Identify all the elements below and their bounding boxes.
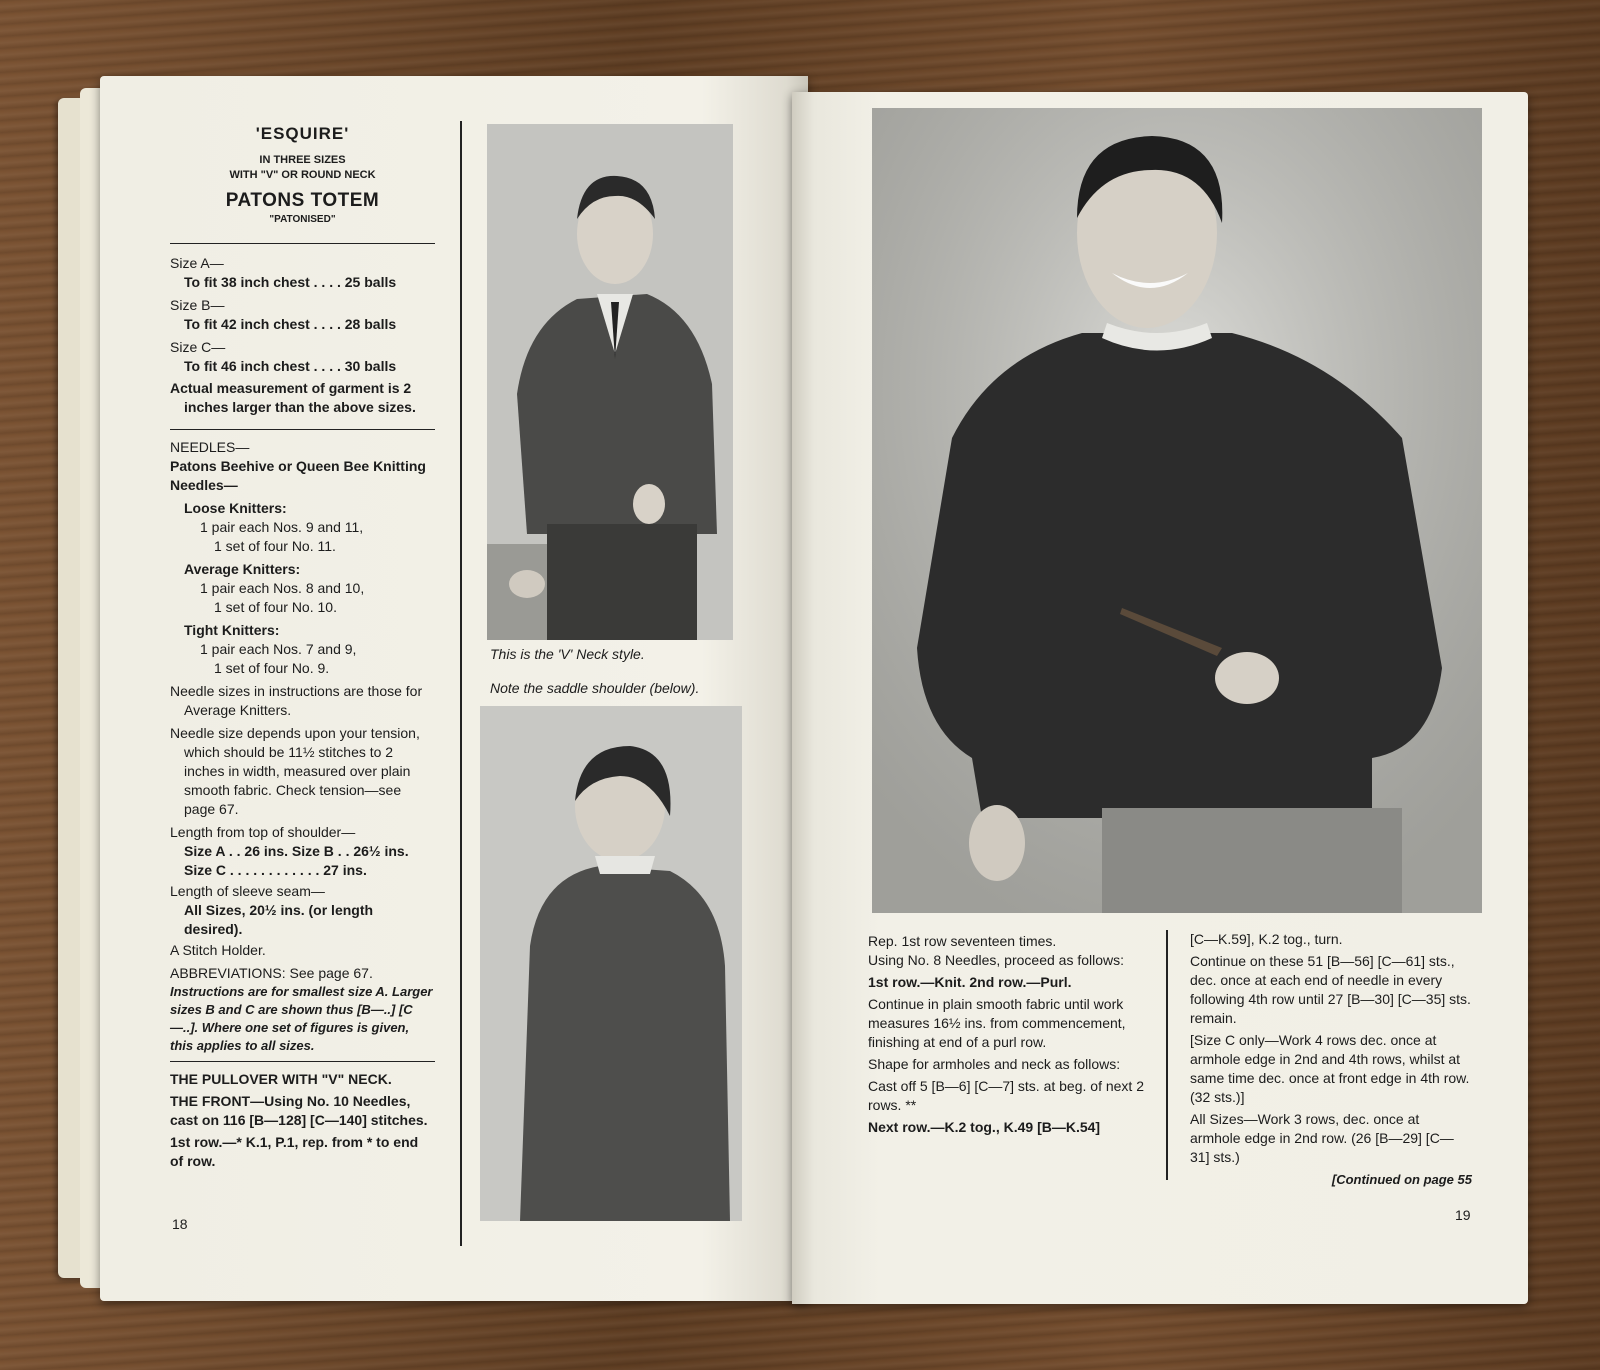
instruction-line: Shape for armholes and neck as follows: xyxy=(868,1056,1121,1072)
pattern-subtitle-2: WITH "V" OR ROUND NECK xyxy=(229,169,376,181)
sizes-list xyxy=(170,254,435,417)
average-knitters-label: Average Knitters: xyxy=(184,561,301,577)
page-number-left: 18 xyxy=(172,1216,188,1232)
loose-knitters-2: 1 set of four No. 11. xyxy=(214,538,336,554)
right-page xyxy=(792,92,1528,1304)
left-page xyxy=(100,76,808,1301)
sleeve-length: All Sizes, 20½ ins. (or length desired). xyxy=(184,902,374,937)
divider xyxy=(170,243,435,244)
instruction-line: Continue in plain smooth fabric until work measures 16½ ins. from commencement, finishing at end of a purl row. xyxy=(868,996,1126,1050)
length-heading: Length from top of shoulder— xyxy=(170,824,356,840)
continued-note: [Continued on page 55 xyxy=(1331,1172,1472,1187)
back-view-model-illustration xyxy=(480,706,742,1221)
length-a-b: Size A . . 26 ins. Size B . . 26½ ins. xyxy=(184,843,409,859)
size-c-label: Size C— xyxy=(170,339,226,355)
size-b-detail: To fit 42 inch chest . . . . 28 balls xyxy=(184,316,397,332)
instruction-line: [C—K.59], K.2 tog., turn. xyxy=(1190,931,1343,947)
instruction-line: All Sizes—Work 3 rows, dec. once at armhole edge in 2nd row. (26 [B—29] [C—31] sts.) xyxy=(1190,1111,1454,1165)
caption-v-neck: This is the 'V' Neck style. xyxy=(490,646,645,662)
tension-note: Needle size depends upon your tension, which should be 11½ stitches to 2 inches in width, measured over plain smooth fabric. Check tension—see page 67. xyxy=(170,725,420,817)
divider xyxy=(170,1061,435,1062)
size-c-detail: To fit 46 inch chest . . . . 30 balls xyxy=(184,358,397,374)
tight-knitters-2: 1 set of four No. 9. xyxy=(214,660,330,676)
column-divider xyxy=(460,121,462,1246)
tight-knitters-label: Tight Knitters: xyxy=(184,622,280,638)
abbreviations: ABBREVIATIONS: See page 67. xyxy=(170,965,373,981)
pattern-title: 'ESQUIRE' xyxy=(255,124,350,143)
pullover-heading: THE PULLOVER WITH "V" NECK. xyxy=(170,1071,392,1087)
page-number-right: 19 xyxy=(1455,1207,1471,1223)
size-a-detail: To fit 38 inch chest . . . . 25 balls xyxy=(184,274,397,290)
size-a-label: Size A— xyxy=(170,255,224,271)
instruction-line: Rep. 1st row seventeen times. xyxy=(868,933,1057,949)
front-instructions: THE FRONT—Using No. 10 Needles, cast on 116 [B—128] [C—140] stitches. xyxy=(170,1093,428,1128)
instruction-line: Cast off 5 [B—6] [C—7] sts. at beg. of next 2 rows. ** xyxy=(868,1078,1144,1113)
size-b-label: Size B— xyxy=(170,297,225,313)
length-c: Size C . . . . . . . . . . . . 27 ins. xyxy=(184,862,367,878)
round-neck-model-illustration xyxy=(872,108,1482,913)
actual-measurement: Actual measurement of garment is 2 inches larger than the above sizes. xyxy=(170,380,416,415)
round-neck-photo xyxy=(872,108,1482,913)
instruction-line: Continue on these 51 [B—56] [C—61] sts., dec. once at each end of needle in every following 4th row until 27 [B—30] [C—35] sts. remain. xyxy=(1190,953,1471,1026)
saddle-shoulder-photo xyxy=(480,706,742,1221)
column-divider xyxy=(1166,930,1168,1180)
loose-knitters-label: Loose Knitters: xyxy=(184,500,287,516)
instruction-line: [Size C only—Work 4 rows dec. once at armhole edge in 2nd and 4th rows, whilst at same time dec. once at front edge in 4th row. (32 sts.)] xyxy=(1190,1032,1470,1105)
needles-heading: NEEDLES— xyxy=(170,439,250,455)
tight-knitters-1: 1 pair each Nos. 7 and 9, xyxy=(200,641,357,657)
first-row-instructions: 1st row.—* K.1, P.1, rep. from * to end of row. xyxy=(170,1134,419,1169)
yarn-name: PATONS TOTEM xyxy=(225,190,380,211)
instruction-line: 1st row.—Knit. 2nd row.—Purl. xyxy=(868,974,1072,990)
yarn-subtitle: "PATONISED" xyxy=(269,214,336,225)
needles-section xyxy=(170,438,435,1055)
pattern-subtitle-1: IN THREE SIZES xyxy=(259,154,346,166)
average-knitters-2: 1 set of four No. 10. xyxy=(214,599,337,615)
average-knitters-1: 1 pair each Nos. 8 and 10, xyxy=(200,580,365,596)
instructions-column-2 xyxy=(1190,930,1472,1189)
needles-brand: Patons Beehive or Queen Bee Knitting Needles— xyxy=(170,458,426,493)
instructions-column-1 xyxy=(868,932,1146,1137)
sleeve-heading: Length of sleeve seam— xyxy=(170,883,325,899)
instruction-line: Next row.—K.2 tog., K.49 [B—K.54] xyxy=(868,1119,1101,1135)
pattern-details-column xyxy=(170,124,435,1171)
loose-knitters-1: 1 pair each Nos. 9 and 11, xyxy=(200,519,364,535)
instruction-line: Using No. 8 Needles, proceed as follows: xyxy=(868,952,1125,968)
caption-saddle-shoulder: Note the saddle shoulder (below). xyxy=(490,680,700,696)
v-neck-model-illustration xyxy=(487,124,733,640)
stitch-holder: A Stitch Holder. xyxy=(170,942,266,958)
needle-sizes-note: Needle sizes in instructions are those for Average Knitters. xyxy=(170,683,423,718)
divider xyxy=(170,429,435,430)
v-neck-photo xyxy=(487,124,733,640)
instructions-note: Instructions are for smallest size A. Larger sizes B and C are shown thus [B—..] [C—..]. Where one set of figures is given, this applies to all sizes. xyxy=(170,984,433,1053)
